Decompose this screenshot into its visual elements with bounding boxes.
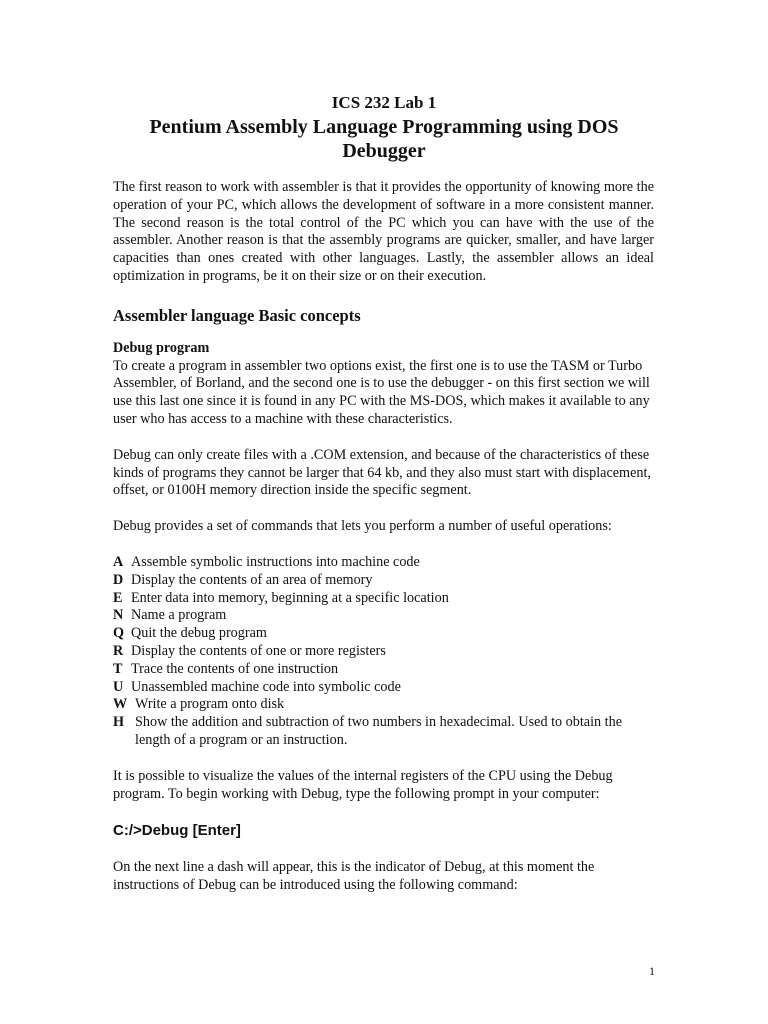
command-key: T — [113, 660, 123, 677]
course-title: ICS 232 Lab 1 — [331, 93, 437, 112]
command-key: R — [113, 642, 124, 659]
command-description: Quit the debug program — [131, 625, 267, 642]
command-list — [113, 554, 654, 750]
command-key: N — [113, 607, 124, 624]
list-item — [113, 625, 654, 643]
command-description: Unassembled machine code into symbolic code — [131, 678, 401, 695]
paragraph-com-files: Debug can only create files with a .COM extension, and because of the characteristics of these kinds of programs they cannot be larger that 64 kb, and they also must start with displacement, offset, or 0100H memory direction inside the specific segment. — [113, 446, 651, 499]
command-description: Display the contents of one or more registers — [131, 642, 386, 659]
command-description: Assemble symbolic instructions into machine code — [131, 553, 420, 570]
list-item — [113, 679, 654, 697]
command-description: Enter data into memory, beginning at a specific location — [131, 589, 449, 606]
command-key: E — [113, 589, 123, 606]
list-item — [113, 590, 654, 608]
paragraph-commands-intro: Debug provides a set of commands that lets you perform a number of useful operations: — [113, 518, 612, 535]
section-heading: Assembler language Basic concepts — [113, 305, 361, 325]
paragraph-dash-indicator: On the next line a dash will appear, this is the indicator of Debug, at this moment the instructions of Debug can be introduced using the following command: — [113, 859, 595, 894]
command-description: Trace the contents of one instruction — [131, 660, 339, 677]
list-item — [113, 714, 654, 750]
command-description: Display the contents of an area of memory — [131, 571, 373, 588]
intro-paragraph: The first reason to work with assembler is that it provides the opportunity of knowing more the operation of your PC, which allows the development of software in a more consistent manner. The second reason is the total control of the PC which you can have with the use of the assembler. Another reason is that the assembly programs are quicker, smaller, and have larger capacities than ones created with other languages. Lastly, the assembler allows an ideal optimization in programs, be it on their size or on their execution. — [113, 179, 654, 284]
command-key: A — [113, 553, 124, 570]
command-key: H — [113, 714, 125, 731]
list-item — [113, 643, 654, 661]
list-item — [113, 572, 654, 590]
document-title: Pentium Assembly Language Programming using DOS Debugger — [149, 116, 619, 162]
page-number: 1 — [649, 964, 655, 978]
command-key: W — [113, 696, 128, 713]
list-item — [113, 554, 654, 572]
command-description: Name a program — [131, 607, 227, 624]
command-description: Write a program onto disk — [135, 696, 285, 713]
list-item — [113, 607, 654, 625]
paragraph-debug-intro: To create a program in assembler two options exist, the first one is to use the TASM or Turbo Assembler, of Borland, and the second one is to use the debugger - on this first section we will use this last one since it is found in any PC with the MS-DOS, which makes it available to any user who has access to a machine with these characteristics. — [113, 357, 650, 427]
paragraph-registers: It is possible to visualize the values of the internal registers of the CPU using the Debug program. To begin working with Debug, type the following prompt in your computer: — [113, 767, 613, 802]
command-prompt-example: C:/>Debug [Enter] — [113, 822, 241, 840]
list-item — [113, 661, 654, 679]
command-key: U — [113, 678, 124, 695]
document-body — [113, 179, 654, 895]
command-key: D — [113, 571, 124, 588]
subsection-heading: Debug program — [113, 339, 210, 356]
command-description: Show the addition and subtraction of two numbers in hexadecimal. Used to obtain the length of a program or an instruction. — [135, 714, 623, 748]
command-key: Q — [113, 625, 125, 642]
list-item — [113, 696, 654, 714]
